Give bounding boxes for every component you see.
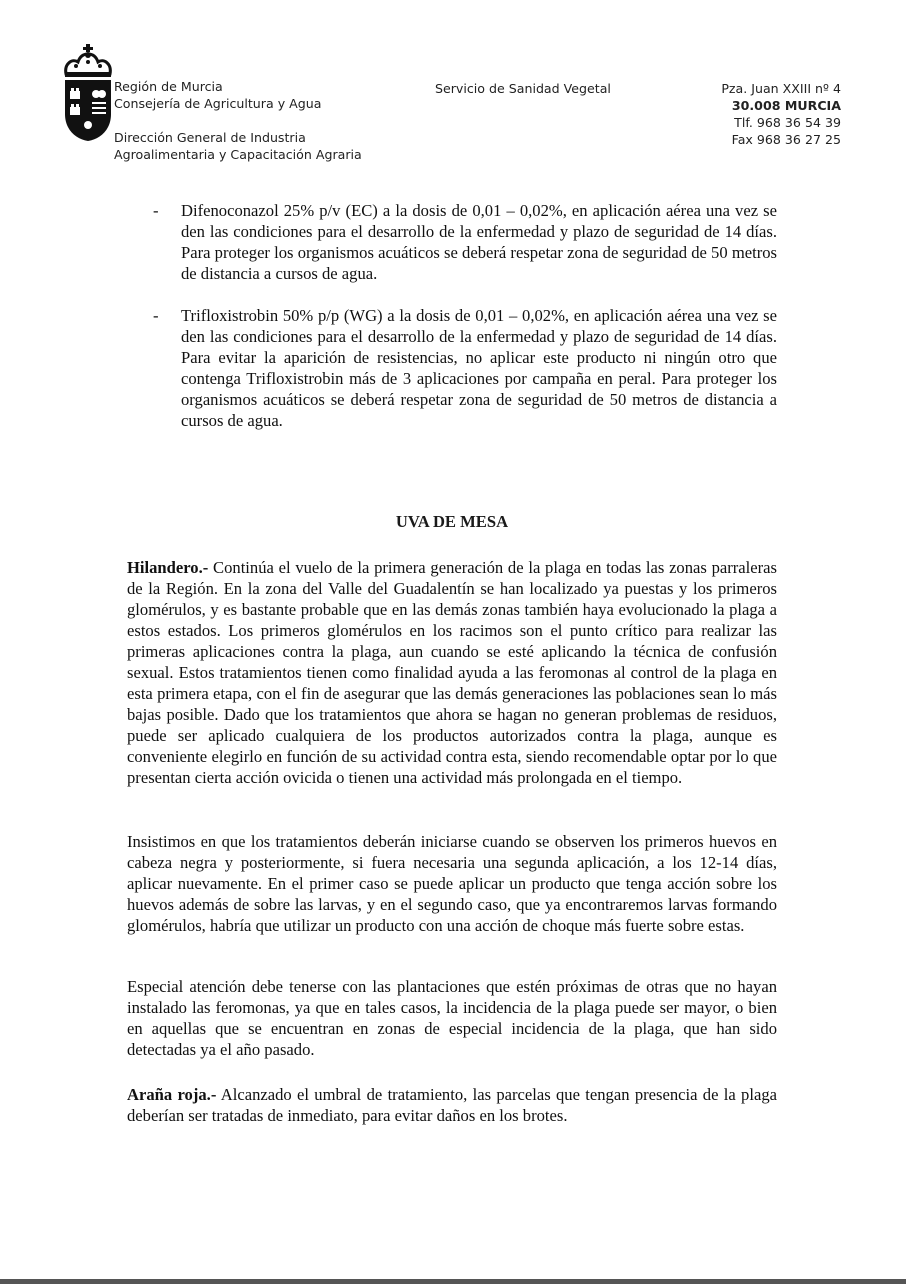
address-phone: Tlf. 968 36 54 39 xyxy=(734,115,841,130)
address-street: Pza. Juan XXIII nº 4 xyxy=(721,81,841,96)
address-fax: Fax 968 36 27 25 xyxy=(731,132,841,147)
header-address xyxy=(721,80,841,148)
bullet-text: Difenoconazol 25% p/v (EC) a la dosis de 0,01 – 0,02%, en aplicación aérea una vez se den las condiciones para el desarrollo de la enfermedad y plazo de seguridad de 14 días. Para proteger los organismos acuáticos se deberá respetar zona de seguridad de 50 metros de distancia a cursos de agua. xyxy=(181,201,777,283)
paragraph-text: Continúa el vuelo de la primera generación de la plaga en todas las zonas parraleras de la Región. En la zona del Valle del Guadalentín se han localizado ya puestas y los primeros glomérulos, y es bastante probable que en las demás zonas también haya evolucionado la plaga a estos estados. Los primeros glomérulos en los racimos son el punto crítico para realizar las primeras aplicaciones contra la plaga, aun cuando se esté aplicando la técnica de confusión sexual. Estos tratamientos tienen como finalidad ayuda a las feromonas al control de la plaga en esta primera etapa, con el fin de asegurar que las demás generaciones las poblaciones sean lo más bajas posible. Dado que los tratamientos que ahora se hagan no generan problemas de residuos, puede ser aplicado cualquiera de los productos autorizados contra la plaga, aunque es conveniente elegirlo en función de su actividad contra esta, siendo recomendable optar por lo que presentan cierta acción ovicida o tienen una actividad más prolongada en el tiempo. xyxy=(127,558,777,787)
department-name: Consejería de Agricultura y Agua xyxy=(114,96,322,111)
paragraph-special-attention xyxy=(127,976,777,1060)
header-organization xyxy=(114,78,321,112)
paragraph-lead: Hilandero.- xyxy=(127,558,209,577)
paragraph-text: Alcanzado el umbral de tratamiento, las parcelas que tengan presencia de la plaga deberían ser tratadas de inmediato, para evitar daños en los brotes. xyxy=(127,1085,777,1125)
bullet-text: Trifloxistrobin 50% p/p (WG) a la dosis de 0,01 – 0,02%, en aplicación aérea una vez se den las condiciones para el desarrollo de la enfermedad y plazo de seguridad de 14 días. Para evitar la aparición de resistencias, no aplicar este producto ni ningún otro que contenga Trifloxistrobin más de 3 aplicaciones por campaña en peral. Para proteger los organismos acuáticos se deberá respetar zona de seguridad de 50 metros de distancia a cursos de agua. xyxy=(181,306,777,430)
bullet-dash: - xyxy=(153,201,159,220)
paragraph-text: Especial atención debe tenerse con las plantaciones que estén próximas de otras que no hayan instalado las feromonas, ya que en tales casos, la incidencia de la plaga puede ser mayor, o bien en aquellas que se encuentran en zonas de especial incidencia de la plaga, que han sido detectadas ya el año pasado. xyxy=(127,977,777,1059)
page-bottom-border xyxy=(0,1279,906,1284)
paragraph-arana-roja xyxy=(127,1084,777,1126)
region-name: Región de Murcia xyxy=(114,79,223,94)
directorate-line-1: Dirección General de Industria xyxy=(114,130,306,145)
header-directorate xyxy=(114,129,362,163)
paragraph-treatment-timing xyxy=(127,831,777,936)
region-murcia-coat-of-arms-icon xyxy=(62,44,114,142)
bullet-dash: - xyxy=(153,306,159,325)
address-city: 30.008 MURCIA xyxy=(731,98,841,113)
section-title: UVA DE MESA xyxy=(395,512,509,531)
paragraph-text: Insistimos en que los tratamientos deberán iniciarse cuando se observen los primeros huevos en cabeza negra y posteriormente, si fuera necesaria una segunda aplicación, a los 12-14 días, aplicar nuevamente. En el primer caso se puede aplicar un producto que tenga acción sobre los huevos además de sobre las larvas, y en el segundo caso, que ya encontraremos larvas formando glomérulos, habría que utilizar un producto con una acción de choque más fuerte sobre estas. xyxy=(127,832,777,935)
paragraph-lead: Araña roja.- xyxy=(127,1085,217,1104)
directorate-line-2: Agroalimentaria y Capacitación Agraria xyxy=(114,147,362,162)
service-name: Servicio de Sanidad Vegetal xyxy=(435,81,611,96)
paragraph-hilandero xyxy=(127,557,777,788)
